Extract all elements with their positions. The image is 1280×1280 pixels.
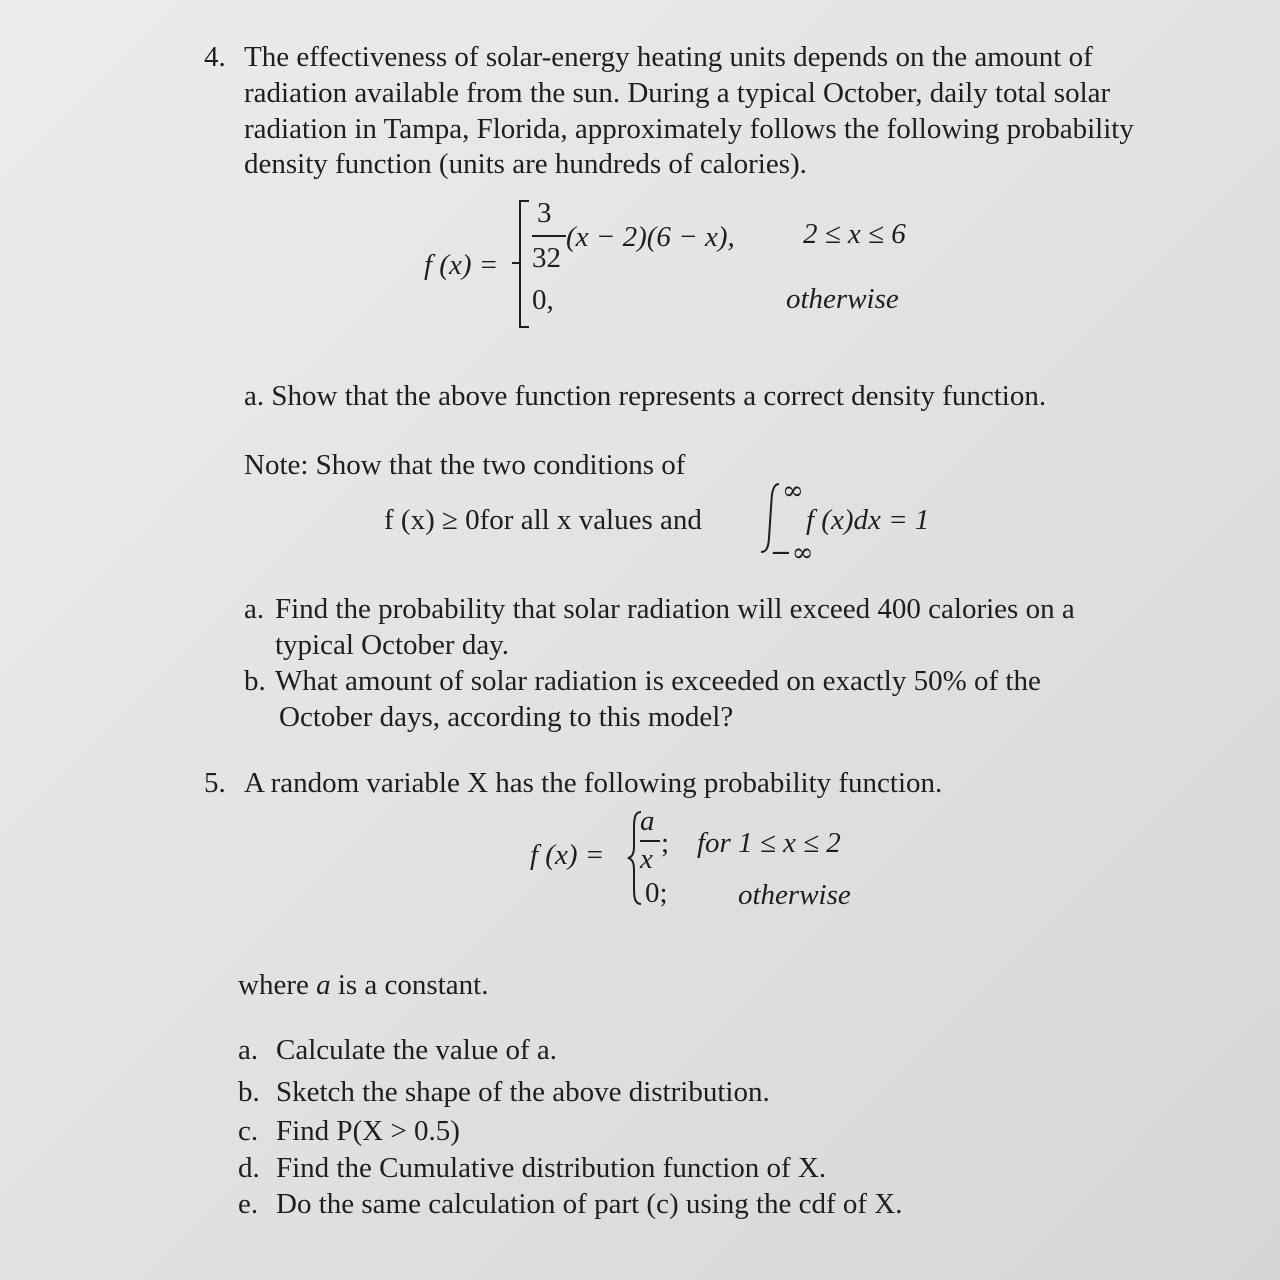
q5-where-word: where xyxy=(238,969,309,1001)
q4-expression: (x − 2)(6 − x), xyxy=(566,221,735,253)
q4-part-a: a. Show that the above function represents a correct density function. xyxy=(244,380,1047,412)
q4-zero: 0, xyxy=(532,284,554,316)
q5-frac-numerator: a xyxy=(640,805,655,837)
q4-frac-denominator: 32 xyxy=(532,242,561,274)
q4-fx-label: f (x) = xyxy=(424,249,499,281)
q5-number: 5. xyxy=(204,767,226,799)
q5-where-constant: a xyxy=(316,969,331,1001)
q5-part-d-text: Find the Cumulative distribution function of X. xyxy=(276,1152,827,1184)
integral-lower-limit: −∞ xyxy=(770,538,814,568)
q5-where-rest: is a constant. xyxy=(337,969,489,1001)
q4-sub-a-label: a. xyxy=(244,593,265,625)
q4-sub-a-line-1: Find the probability that solar radiation will exceed 400 calories on a xyxy=(275,593,1075,625)
q5-part-a-label: a. xyxy=(238,1034,259,1066)
q4-sub-b-line-1: What amount of solar radiation is exceeded on exactly 50% of the xyxy=(275,665,1041,697)
q4-otherwise: otherwise xyxy=(786,283,899,315)
q5-frac-denominator: x xyxy=(640,843,653,875)
q4-brace-top-hook xyxy=(519,200,529,202)
q4-brace-bottom-hook xyxy=(519,326,529,328)
q5-part-e-text: Do the same calculation of part (c) using the cdf of X. xyxy=(276,1188,903,1220)
q5-part-d-label: d. xyxy=(238,1152,260,1184)
q4-line-3: radiation in Tampa, Florida, approximately follows the following probability xyxy=(244,113,1134,145)
q4-line-1: The effectiveness of solar-energy heating units depends on the amount of xyxy=(244,41,1093,73)
q5-part-c-text: Find P(X > 0.5) xyxy=(276,1115,460,1147)
q4-number: 4. xyxy=(204,41,226,73)
integral-upper-limit: ∞ xyxy=(782,476,804,506)
q4-note: Note: Show that the two conditions of xyxy=(244,449,686,481)
q5-fx-label: f (x) = xyxy=(530,839,605,871)
q4-frac-numerator: 3 xyxy=(537,197,552,229)
q4-brace-middle-tip xyxy=(512,262,520,264)
q5-part-a-text: Calculate the value of a. xyxy=(276,1034,558,1066)
q5-part-c-label: c. xyxy=(238,1115,259,1147)
q4-line-4: density function (units are hundreds of calories). xyxy=(244,148,807,180)
q5-semicolon: ; xyxy=(661,827,670,859)
q5-otherwise: otherwise xyxy=(738,879,851,911)
q4-sub-b-label: b. xyxy=(244,665,266,697)
q4-condition: 2 ≤ x ≤ 6 xyxy=(803,218,906,250)
q4-piecewise-brace xyxy=(519,200,521,328)
q4-sub-b-line-2: October days, according to this model? xyxy=(279,701,734,733)
q4-condition-text: f (x) ≥ 0for all x values and xyxy=(384,504,702,536)
q5-part-b-text: Sketch the shape of the above distribution. xyxy=(276,1076,770,1108)
integral-expression: f (x)dx = 1 xyxy=(806,504,930,536)
q4-sub-a-line-2: typical October day. xyxy=(275,629,510,661)
q5-part-b-label: b. xyxy=(238,1076,260,1108)
q4-frac-line xyxy=(532,235,566,237)
q4-line-2: radiation available from the sun. During a typical October, daily total solar xyxy=(244,77,1111,109)
q5-part-e-label: e. xyxy=(238,1188,259,1220)
q5-zero: 0; xyxy=(645,877,668,909)
q5-where-line xyxy=(238,968,488,1002)
q5-condition: for 1 ≤ x ≤ 2 xyxy=(697,827,841,859)
q5-intro: A random variable X has the following probability function. xyxy=(244,767,943,799)
